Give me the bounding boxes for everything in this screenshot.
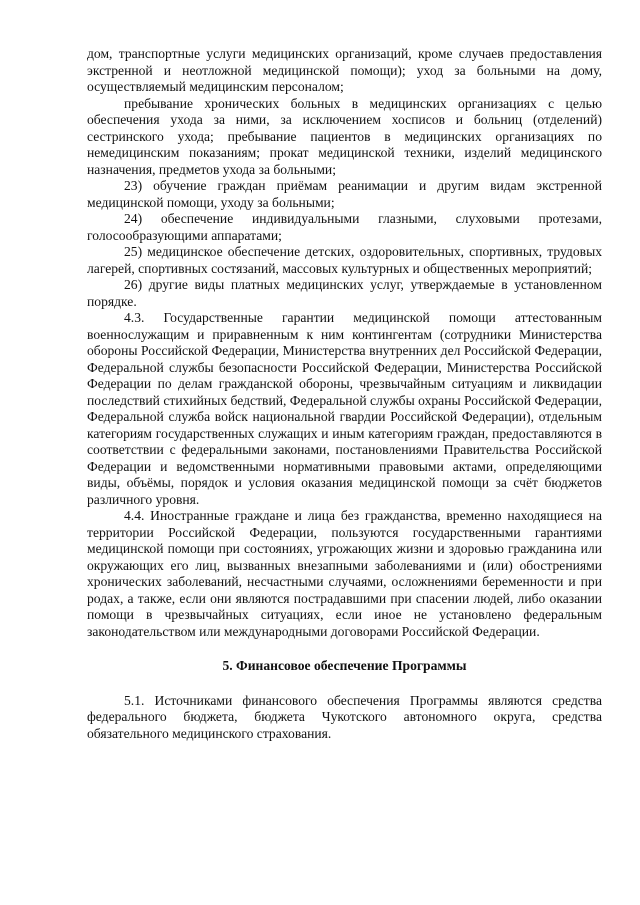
paragraph-chronic-patients: пребывание хронических больных в медицинских организациях с целью обеспечения ухода за ними, за исключением хосписов и больниц (отделений) сестринского ухода; пребывание пациентов в медицинских организациях по немедицинским показаниям; прокат медицинской техники, изделий медицинского назначения, предметов ухода за больными; bbox=[87, 95, 602, 177]
section-heading: 5. Финансовое обеспечение Программы bbox=[222, 658, 467, 673]
paragraph-item-25: 25) медицинское обеспечение детских, оздоровительных, спортивных, трудовых лагерей, спортивных состязаний, массовых культурных и общественных мероприятий; bbox=[87, 244, 602, 276]
paragraph-item-23: 23) обучение граждан приёмам реанимации и другим видам экстренной медицинской помощи, уходу за больными; bbox=[87, 178, 602, 210]
paragraph-item-24: 24) обеспечение индивидуальными глазными, слуховыми протезами, голосообразующими аппаратами; bbox=[87, 211, 602, 243]
paragraph-5-1: 5.1. Источниками финансового обеспечения Программы являются средства федерального бюджета, бюджета Чукотского автономного округа, средства обязательного медицинского страхования. bbox=[87, 692, 602, 741]
paragraph-continuation: дом, транспортные услуги медицинских организаций, кроме случаев предоставления экстренной и неотложной медицинской помощи); уход за больными на дому, осуществляемый медицинским персоналом; bbox=[87, 46, 602, 94]
paragraph-4-3: 4.3. Государственные гарантии медицинской помощи аттестованным военнослужащим и приравненным к ним контингентам (сотрудники Министерства обороны Российской Федерации, Министерства внутренних дел Российской Федерации, Федеральной службы безопасности Российской Федерации, Министерства Российской Федерации по делам гражданской обороны, чрезвычайным ситуациям и ликвидации последствий стихийных бедствий, Федеральной службы охраны Российской Федерации, Федеральной служба войск национальной гвардии Российской Федерации), отдельным категориям государственных служащих и иным категориям граждан, предоставляются в соответствии с федеральными законами, постановлениями Правительства Российской Федерации и ведомственными нормативными правовыми актами, определяющими виды, объёмы, порядок и условия оказания медицинской помощи за счёт бюджетов различного уровня. bbox=[87, 310, 602, 507]
document-page bbox=[87, 46, 602, 742]
paragraph-item-26: 26) другие виды платных медицинских услуг, утверждаемые в установленном порядке. bbox=[87, 277, 602, 309]
paragraph-4-4: 4.4. Иностранные граждане и лица без гражданства, временно находящиеся на территории Российской Федерации, пользуются государственными гарантиями медицинской помощи при состояниях, угрожающих жизни и здоровью гражданина или окружающих его лиц, вызванных внезапными заболеваниями и (или) обострениями хронических заболеваний, несчастными случаями, осложнениями беременности и при родах, а также, если они являются пострадавшими при спасении людей, либо оказании помощи в чрезвычайных ситуациях, если иное не установлено федеральным законодательством или международными договорами Российской Федерации. bbox=[87, 508, 602, 639]
